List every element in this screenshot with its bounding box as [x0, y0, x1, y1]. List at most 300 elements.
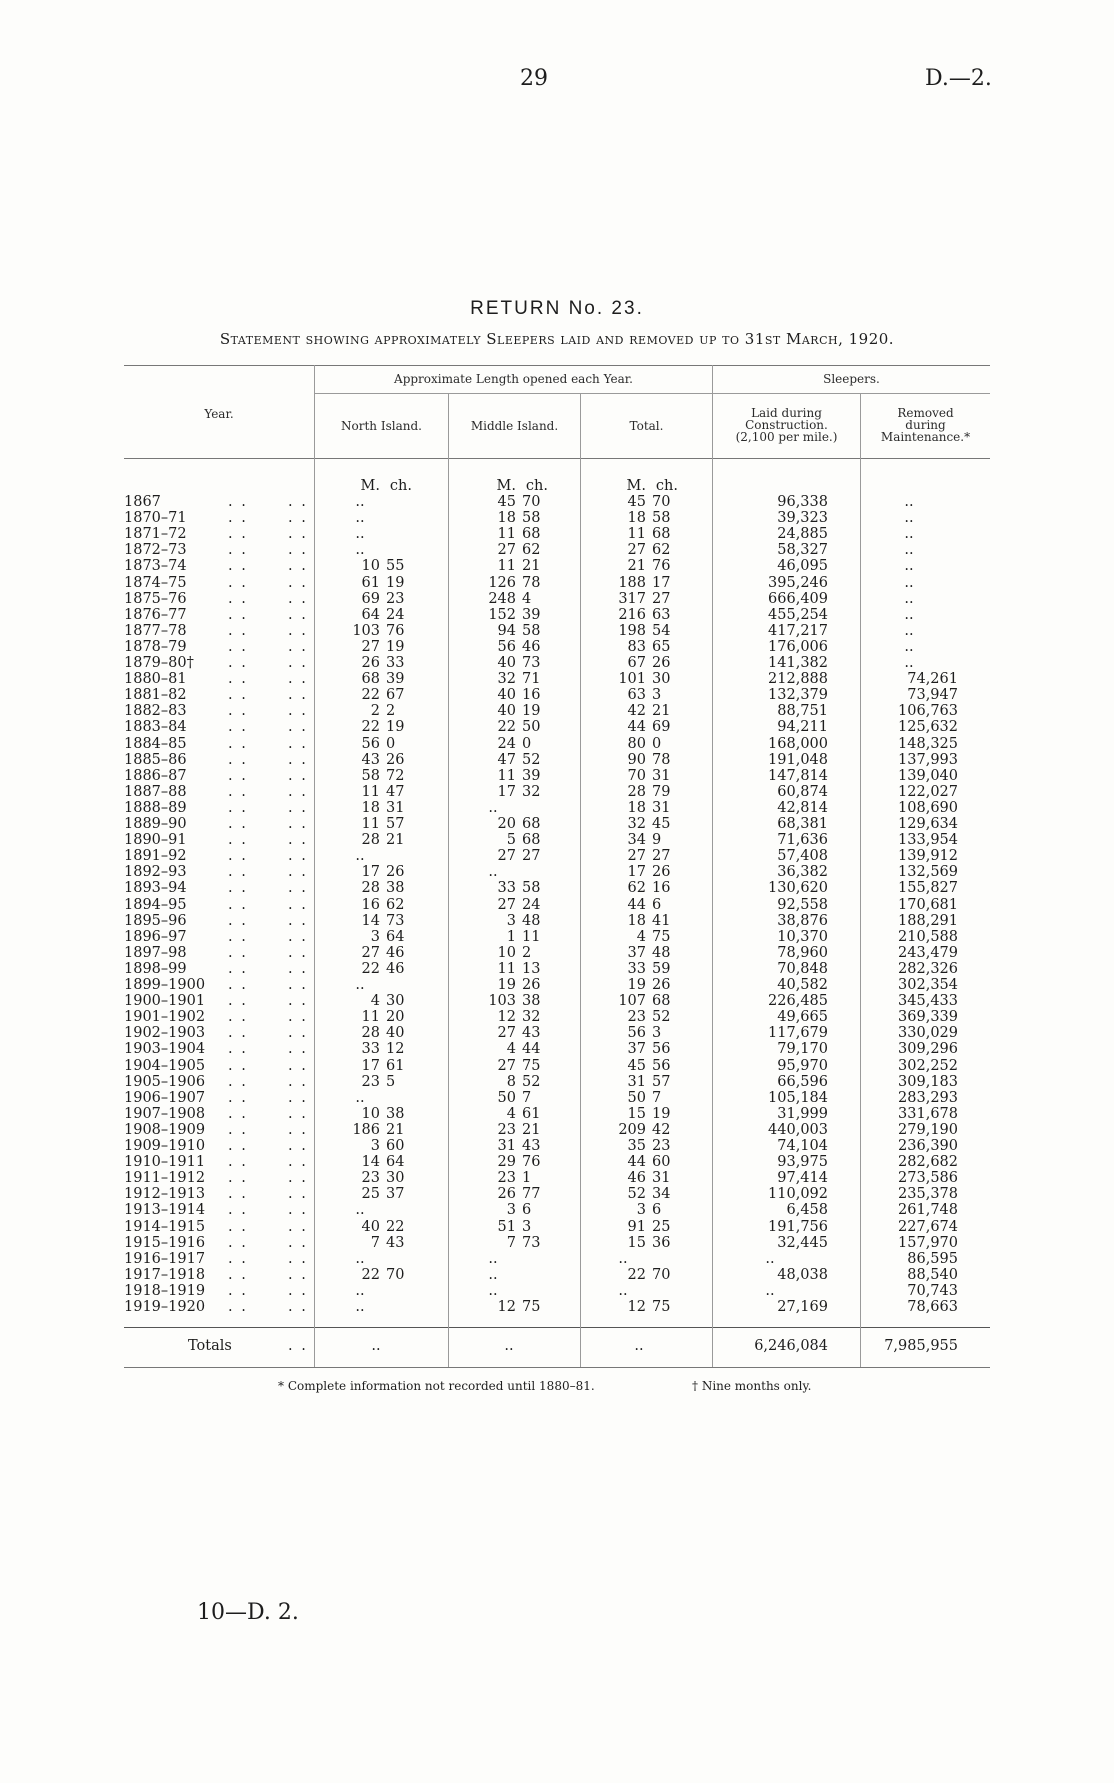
leader-dots: . .	[228, 687, 248, 704]
sleepers-laid: 96,338	[777, 494, 828, 510]
sleepers-laid: 666,409	[768, 590, 828, 607]
north-island-chains: 26	[386, 751, 405, 768]
total-chains: 26	[652, 655, 671, 671]
sleepers-laid: 191,048	[768, 751, 828, 768]
header-removed-during-maintenance	[861, 407, 990, 443]
row-year: 1879–80†	[124, 655, 194, 671]
sleepers-removed: 279,190	[898, 1121, 958, 1138]
page-footer: 10—D. 2.	[197, 1600, 299, 1625]
middle-island-chains: 75	[522, 1057, 541, 1074]
row-year: 1905–1906	[124, 1073, 206, 1090]
total-miles: 67	[627, 655, 646, 671]
middle-island-chains: 52	[522, 1073, 541, 1090]
sleepers-laid: 57,408	[777, 848, 828, 865]
total-chains: 27	[652, 590, 671, 607]
row-year: 1899–1900	[124, 977, 206, 993]
sleepers-laid: 39,323	[777, 510, 828, 527]
total-chains: 78	[652, 751, 671, 768]
total-chains: 68	[652, 993, 671, 1010]
middle-island-miles: 27	[497, 1057, 516, 1074]
leader-dots: . .	[228, 703, 248, 720]
statement-subtitle: Statement showing approximately Sleepers laid and removed up to 31st March, 1920.	[219, 330, 895, 348]
row-year: 1867	[124, 494, 161, 510]
leader-dots: . .	[288, 799, 308, 816]
north-island-miles: 10	[361, 1105, 380, 1122]
north-island-miles: ..	[355, 526, 365, 543]
sleepers-laid: 226,485	[768, 993, 828, 1010]
sleepers-removed: 273,586	[898, 1170, 958, 1187]
total-miles: 62	[627, 880, 646, 897]
middle-island-chains: 2	[522, 944, 532, 961]
leader-dots: . .	[228, 1025, 248, 1042]
total-chains: 58	[652, 510, 671, 527]
middle-island-miles: 126	[488, 574, 516, 591]
sleepers-removed: 88,540	[907, 1266, 958, 1283]
middle-island-chains: 50	[522, 719, 541, 736]
row-year: 1883–84	[124, 719, 187, 736]
row-year: 1918–1919	[124, 1282, 206, 1299]
sleepers-laid: 60,874	[777, 783, 828, 800]
total-miles: 44	[627, 719, 646, 736]
total-chains: 26	[652, 977, 671, 993]
north-island-chains: 40	[386, 1025, 405, 1042]
middle-island-chains: 77	[522, 1186, 541, 1203]
north-island-miles: 17	[361, 1057, 380, 1074]
table-row	[0, 977, 1114, 993]
total-chains: 34	[652, 1186, 671, 1203]
row-year: 1874–75	[124, 574, 187, 591]
north-island-chains: 19	[386, 719, 405, 736]
table-row	[0, 1025, 1114, 1041]
table-row	[0, 1058, 1114, 1074]
middle-island-miles: 23	[497, 1121, 516, 1138]
totals-total: ..	[634, 1338, 644, 1354]
sleepers-removed: ..	[904, 655, 914, 671]
total-chains: 25	[652, 1218, 671, 1235]
row-year: 1886–87	[124, 767, 187, 784]
leader-dots: . .	[288, 1282, 308, 1299]
sleepers-removed: 155,827	[898, 880, 958, 897]
sleepers-removed: 137,993	[898, 751, 958, 768]
leader-dots: . .	[288, 542, 308, 559]
leader-dots: . .	[288, 816, 308, 832]
leader-dots: . .	[288, 864, 308, 881]
leader-dots: . .	[288, 767, 308, 784]
north-island-miles: 16	[361, 896, 380, 913]
middle-island-chains: 71	[522, 671, 541, 688]
leader-dots: . .	[288, 687, 308, 704]
total-miles: 3	[636, 1202, 646, 1219]
leader-dots: . .	[288, 1338, 308, 1354]
total-chains: 45	[652, 816, 671, 832]
leader-dots: . .	[228, 1282, 248, 1299]
table-row	[0, 1138, 1114, 1154]
total-miles: 17	[627, 864, 646, 881]
table-top-rule	[124, 365, 990, 366]
middle-island-miles: 11	[497, 767, 516, 784]
row-year: 1894–95	[124, 896, 187, 913]
leader-dots: . .	[288, 928, 308, 945]
leader-dots: . .	[228, 1266, 248, 1283]
total-miles: 11	[627, 526, 646, 543]
middle-island-chains: 21	[522, 1121, 541, 1138]
leader-dots: . .	[288, 848, 308, 865]
header-middle-island: Middle Island.	[470, 419, 559, 433]
north-island-miles: 27	[361, 944, 380, 961]
north-island-miles: 43	[361, 751, 380, 768]
row-year: 1870–71	[124, 510, 187, 527]
leader-dots: . .	[288, 960, 308, 977]
north-island-miles: 23	[361, 1073, 380, 1090]
leader-dots: . .	[228, 767, 248, 784]
total-chains: 56	[652, 1057, 671, 1074]
middle-island-chains: 78	[522, 574, 541, 591]
north-island-miles: 18	[361, 799, 380, 816]
table-row	[0, 1267, 1114, 1283]
north-island-chains: 43	[386, 1234, 405, 1251]
total-chains: 9	[652, 832, 662, 849]
row-year: 1877–78	[124, 622, 187, 639]
leader-dots: . .	[288, 1105, 308, 1122]
sleepers-laid: 110,092	[768, 1186, 828, 1203]
total-chains: 23	[652, 1138, 671, 1154]
sleepers-removed: 132,569	[898, 864, 958, 881]
leader-dots: . .	[228, 1041, 248, 1058]
north-island-miles: 64	[361, 606, 380, 623]
sleepers-laid: 32,445	[777, 1234, 828, 1251]
sleepers-laid: 42,814	[777, 799, 828, 816]
middle-island-miles: 27	[497, 542, 516, 559]
total-chains: 31	[652, 1170, 671, 1187]
table-row	[0, 945, 1114, 961]
row-year: 1891–92	[124, 848, 187, 865]
middle-island-miles: 12	[497, 1009, 516, 1026]
total-miles: 44	[627, 1154, 646, 1171]
row-year: 1902–1903	[124, 1025, 206, 1042]
middle-island-chains: 61	[522, 1105, 541, 1122]
totals-middle-island: ..	[504, 1338, 514, 1354]
middle-island-miles: 32	[497, 671, 516, 688]
table-row	[0, 703, 1114, 719]
row-year: 1876–77	[124, 606, 187, 623]
unit-miles: M.	[626, 478, 646, 494]
middle-island-miles: 29	[497, 1154, 516, 1171]
north-island-chains: 19	[386, 574, 405, 591]
sleepers-removed: 188,291	[898, 912, 958, 929]
unit-miles: M.	[360, 478, 380, 494]
leader-dots: . .	[228, 494, 248, 510]
sleepers-laid: 58,327	[777, 542, 828, 559]
middle-island-miles: 24	[497, 735, 516, 752]
middle-island-miles: 56	[497, 638, 516, 655]
north-island-miles: 28	[361, 1025, 380, 1042]
table-row	[0, 719, 1114, 735]
leader-dots: . .	[288, 1218, 308, 1235]
sleepers-removed: 283,293	[898, 1089, 958, 1106]
leader-dots: . .	[228, 960, 248, 977]
north-island-chains: 5	[386, 1073, 396, 1090]
middle-island-chains: 52	[522, 751, 541, 768]
total-chains: 16	[652, 880, 671, 897]
leader-dots: . .	[228, 655, 248, 671]
north-island-miles: 11	[361, 1009, 380, 1026]
leader-dots: . .	[228, 1057, 248, 1074]
leader-dots: . .	[228, 622, 248, 639]
sleepers-removed: 282,326	[898, 960, 958, 977]
total-miles: 50	[627, 1089, 646, 1106]
sleepers-removed: ..	[904, 638, 914, 655]
north-island-miles: ..	[355, 1250, 365, 1267]
middle-island-miles: 4	[506, 1041, 516, 1058]
sleepers-laid: 191,756	[768, 1218, 828, 1235]
sleepers-removed: 78,663	[907, 1299, 958, 1315]
sleepers-removed: 139,040	[898, 767, 958, 784]
middle-island-miles: 12	[497, 1299, 516, 1315]
row-year: 1901–1902	[124, 1009, 206, 1026]
row-year: 1871–72	[124, 526, 187, 543]
leader-dots: . .	[228, 1009, 248, 1026]
table-row	[0, 784, 1114, 800]
table-row	[0, 961, 1114, 977]
north-island-chains: 72	[386, 767, 405, 784]
sleepers-laid: 94,211	[777, 719, 828, 736]
middle-island-miles: 40	[497, 655, 516, 671]
leader-dots: . .	[288, 1154, 308, 1171]
total-chains: 6	[652, 896, 662, 913]
page-number: 29	[520, 66, 548, 91]
leader-dots: . .	[288, 526, 308, 543]
north-island-chains: 46	[386, 960, 405, 977]
total-miles: 188	[618, 574, 646, 591]
middle-island-chains: 73	[522, 1234, 541, 1251]
sleepers-laid: 68,381	[777, 816, 828, 832]
leader-dots: . .	[288, 703, 308, 720]
table-row	[0, 848, 1114, 864]
middle-island-miles: 51	[497, 1218, 516, 1235]
north-island-miles: 7	[370, 1234, 380, 1251]
total-chains: 70	[652, 494, 671, 510]
north-island-chains: 30	[386, 1170, 405, 1187]
middle-island-chains: 75	[522, 1299, 541, 1315]
total-miles: 15	[627, 1105, 646, 1122]
middle-island-miles: 8	[506, 1073, 516, 1090]
sleepers-removed: 170,681	[898, 896, 958, 913]
middle-island-chains: 39	[522, 606, 541, 623]
header-laid-line: (2,100 per mile.)	[735, 430, 838, 444]
north-island-miles: ..	[355, 1202, 365, 1219]
middle-island-miles: 22	[497, 719, 516, 736]
sleepers-removed: 106,763	[898, 703, 958, 720]
north-island-miles: ..	[355, 542, 365, 559]
leader-dots: . .	[288, 1170, 308, 1187]
north-island-chains: 37	[386, 1186, 405, 1203]
header-year: Year.	[204, 407, 234, 421]
middle-island-miles: 40	[497, 687, 516, 704]
total-miles: 209	[618, 1121, 646, 1138]
middle-island-miles: 7	[506, 1234, 516, 1251]
table-row	[0, 558, 1114, 574]
middle-island-chains: 58	[522, 880, 541, 897]
sleepers-laid: 455,254	[768, 606, 828, 623]
leader-dots: . .	[228, 671, 248, 688]
middle-island-chains: 26	[522, 977, 541, 993]
sleepers-removed: 210,588	[898, 928, 958, 945]
middle-island-chains: 48	[522, 912, 541, 929]
leader-dots: . .	[228, 1138, 248, 1154]
leader-dots: . .	[288, 590, 308, 607]
leader-dots: . .	[288, 735, 308, 752]
middle-island-miles: 11	[497, 960, 516, 977]
total-chains: 75	[652, 1299, 671, 1315]
sleepers-removed: 302,354	[898, 977, 958, 993]
row-year: 1898–99	[124, 960, 187, 977]
total-chains: 0	[652, 735, 662, 752]
leader-dots: . .	[228, 510, 248, 527]
leader-dots: . .	[288, 1025, 308, 1042]
north-island-miles: 14	[361, 1154, 380, 1171]
north-island-chains: 23	[386, 590, 405, 607]
row-year: 1919–1920	[124, 1299, 206, 1315]
north-island-miles: 26	[361, 655, 380, 671]
middle-island-miles: 11	[497, 558, 516, 575]
middle-island-chains: 11	[522, 928, 541, 945]
total-chains: 21	[652, 703, 671, 720]
north-island-chains: 38	[386, 1105, 405, 1122]
north-island-miles: 22	[361, 960, 380, 977]
row-year: 1892–93	[124, 864, 187, 881]
north-island-chains: 57	[386, 816, 405, 832]
sleepers-removed: ..	[904, 558, 914, 575]
total-miles: 15	[627, 1234, 646, 1251]
north-island-chains: 64	[386, 928, 405, 945]
total-miles: 18	[627, 510, 646, 527]
middle-island-miles: 27	[497, 1025, 516, 1042]
footnote-star: * Complete information not recorded until 1880–81.	[278, 1379, 595, 1393]
leader-dots: . .	[228, 880, 248, 897]
totals-removed: 7,985,955	[884, 1338, 958, 1354]
sleepers-removed: 108,690	[898, 799, 958, 816]
north-island-miles: ..	[355, 1299, 365, 1315]
total-chains: 52	[652, 1009, 671, 1026]
row-year: 1881–82	[124, 687, 187, 704]
table-row	[0, 880, 1114, 896]
middle-island-chains: 70	[522, 494, 541, 510]
sleepers-laid: 24,885	[777, 526, 828, 543]
leader-dots: . .	[228, 912, 248, 929]
leader-dots: . .	[228, 799, 248, 816]
totals-north-island: ..	[371, 1338, 381, 1354]
row-year: 1890–91	[124, 832, 187, 849]
row-year: 1907–1908	[124, 1105, 206, 1122]
table-row	[0, 623, 1114, 639]
row-year: 1884–85	[124, 735, 187, 752]
sleepers-laid: ..	[765, 1282, 775, 1299]
middle-island-chains: 68	[522, 526, 541, 543]
north-island-miles: 2	[370, 703, 380, 720]
table-row	[0, 993, 1114, 1009]
table-row	[0, 1202, 1114, 1218]
north-island-miles: 28	[361, 880, 380, 897]
north-island-miles: 4	[370, 993, 380, 1010]
sleepers-removed: 157,970	[898, 1234, 958, 1251]
north-island-chains: 64	[386, 1154, 405, 1171]
north-island-chains: 22	[386, 1218, 405, 1235]
leader-dots: . .	[288, 558, 308, 575]
sleepers-removed: 70,743	[907, 1282, 958, 1299]
sleepers-laid: 66,596	[777, 1073, 828, 1090]
sleepers-removed: 309,296	[898, 1041, 958, 1058]
row-year: 1911–1912	[124, 1170, 206, 1187]
middle-island-miles: 248	[488, 590, 516, 607]
middle-island-miles: 27	[497, 896, 516, 913]
sleepers-removed: 129,634	[898, 816, 958, 832]
total-miles: 101	[618, 671, 646, 688]
table-row	[0, 800, 1114, 816]
sleepers-removed: 74,261	[907, 671, 958, 688]
table-row	[0, 671, 1114, 687]
table-bottom-rule	[124, 1367, 990, 1368]
north-island-miles: ..	[355, 510, 365, 527]
total-miles: 18	[627, 799, 646, 816]
table-row	[0, 1074, 1114, 1090]
return-title: RETURN No. 23.	[470, 298, 644, 319]
north-island-chains: 12	[386, 1041, 405, 1058]
total-miles: 63	[627, 687, 646, 704]
sleepers-laid: 97,414	[777, 1170, 828, 1187]
sleepers-removed: 282,682	[898, 1154, 958, 1171]
north-island-chains: 76	[386, 622, 405, 639]
north-island-miles: 33	[361, 1041, 380, 1058]
north-island-miles: 23	[361, 1170, 380, 1187]
header-removed-line: during	[905, 418, 946, 432]
row-year: 1896–97	[124, 928, 187, 945]
sleepers-removed: 133,954	[898, 832, 958, 849]
leader-dots: . .	[228, 1250, 248, 1267]
north-island-miles: ..	[355, 1282, 365, 1299]
leader-dots: . .	[228, 1121, 248, 1138]
leader-dots: . .	[288, 751, 308, 768]
leader-dots: . .	[228, 977, 248, 993]
leader-dots: . .	[288, 977, 308, 993]
middle-island-miles: 50	[497, 1089, 516, 1106]
leader-dots: . .	[288, 783, 308, 800]
leader-dots: . .	[228, 1299, 248, 1315]
total-miles: 80	[627, 735, 646, 752]
leader-dots: . .	[288, 655, 308, 671]
middle-island-chains: 32	[522, 783, 541, 800]
north-island-miles: 68	[361, 671, 380, 688]
row-year: 1882–83	[124, 703, 187, 720]
table-row	[0, 591, 1114, 607]
row-year: 1913–1914	[124, 1202, 206, 1219]
north-island-miles: ..	[355, 1089, 365, 1106]
total-miles: 23	[627, 1009, 646, 1026]
total-chains: 62	[652, 542, 671, 559]
document-reference: D.—2.	[925, 66, 992, 91]
leader-dots: . .	[288, 1089, 308, 1106]
sleepers-laid: 70,848	[777, 960, 828, 977]
table-row	[0, 1154, 1114, 1170]
total-chains: 41	[652, 912, 671, 929]
sleepers-laid: 92,558	[777, 896, 828, 913]
middle-island-miles: 17	[497, 783, 516, 800]
leader-dots: . .	[228, 1186, 248, 1203]
middle-island-chains: 1	[522, 1170, 532, 1187]
middle-island-chains: 62	[522, 542, 541, 559]
leader-dots: . .	[228, 848, 248, 865]
middle-island-chains: 16	[522, 687, 541, 704]
total-chains: 31	[652, 799, 671, 816]
